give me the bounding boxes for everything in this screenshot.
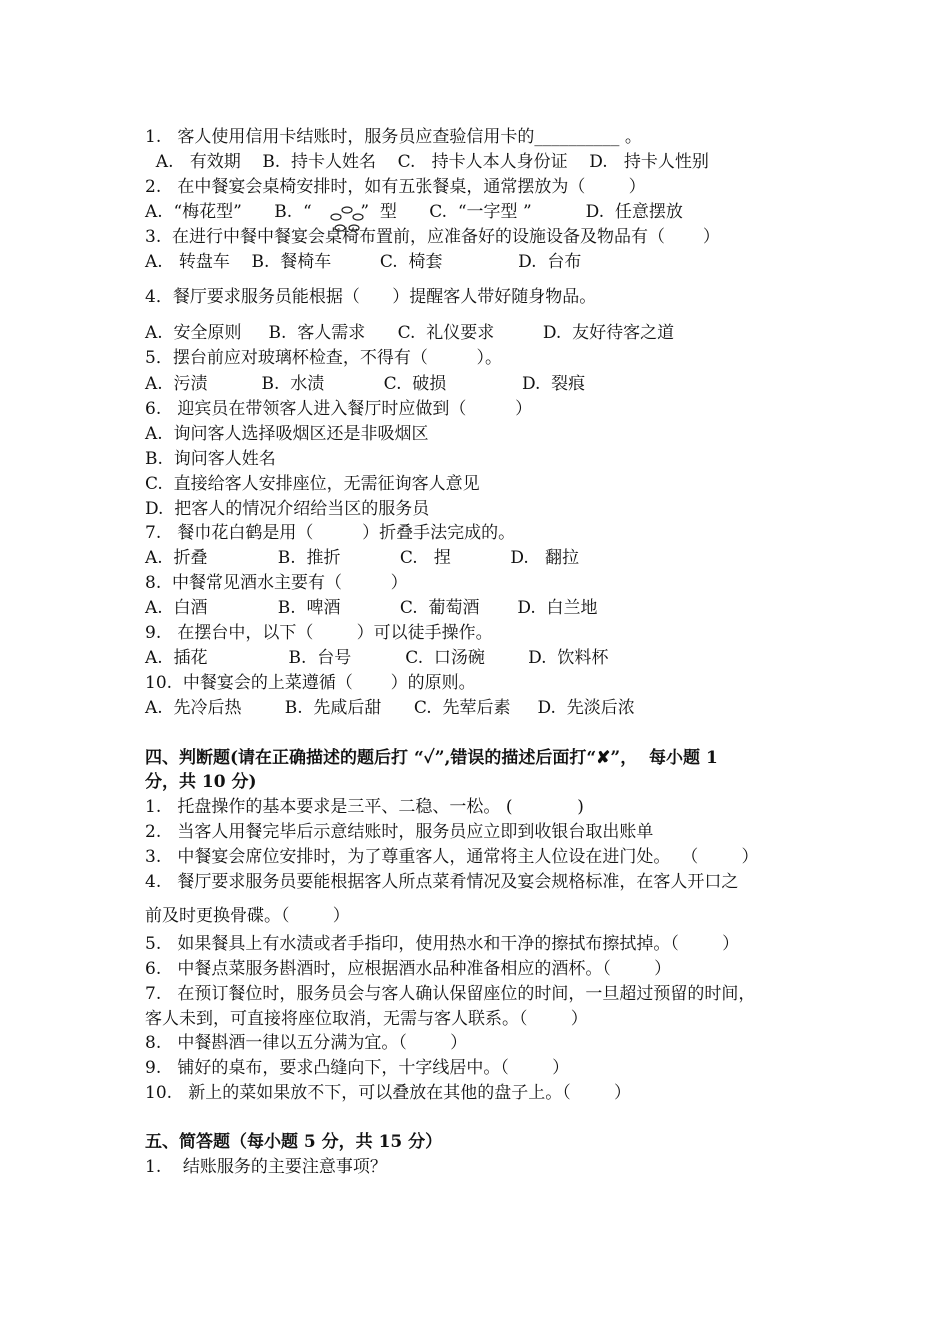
tf7-text: 7. 在预订餐位时，服务员会与客人确认保留座位的时间，一旦超过预留的时间， — [145, 984, 756, 1004]
q6-option-b: B. 询问客人姓名 — [145, 449, 276, 469]
q10-options: A. 先冷后热 B. 先咸后甜 C. 先荤后素 D. 先淡后浓 — [145, 698, 635, 718]
section4-heading: 四、判断题(请在正确描述的题后打 “✓”,错误的描述后面打“✘”， 每小题 1 — [145, 748, 718, 768]
q9-text: 9. 在摆台中，以下（ ）可以徒手操作。 — [145, 623, 493, 643]
tf1-text: 1. 托盘操作的基本要求是三平、二稳、一松。 ( ) — [145, 797, 584, 817]
tf3-text: 3. 中餐宴会席位安排时，为了尊重客人，通常将主人位设在进门处。 （ ） — [145, 847, 759, 867]
q8-options: A. 白酒 B. 啤酒 C. 葡萄酒 D. 白兰地 — [145, 598, 598, 618]
q5-text: 5．摆台前应对玻璃杯检查，不得有（ ）。 — [145, 348, 502, 368]
section5-heading: 五、简答题（每小题 5 分，共 15 分） — [145, 1132, 443, 1152]
tf2-text: 2. 当客人用餐完毕后示意结账时，服务员应立即到收银台取出账单 — [145, 822, 654, 842]
q7-text: 7. 餐巾花白鹤是用（ ）折叠手法完成的。 — [145, 523, 516, 543]
q3-text: 3. 在进行中餐中餐宴会桌椅布置前，应准备好的设施设备及物品有（ ） — [145, 227, 720, 247]
tf5-text: 5. 如果餐具上有水渍或者手指印，使用热水和干净的擦拭布擦拭掉。（ ） — [145, 934, 740, 954]
section4-heading-cont: 分，共 10 分) — [145, 772, 257, 792]
q6-option-c: C. 直接给客人安排座位，无需征询客人意见 — [145, 474, 480, 494]
q10-text: 10. 中餐宴会的上菜遵循（ ）的原则。 — [145, 673, 476, 693]
q4-options: A. 安全原则 B. 客人需求 C. 礼仪要求 D. 友好待客之道 — [145, 323, 675, 343]
q1-text: 1. 客人使用信用卡结账时，服务员应查验信用卡的__________ 。 — [145, 127, 642, 147]
q5-options: A. 污渍 B. 水渍 C. 破损 D. 裂痕 — [145, 374, 586, 394]
q2-text: 2. 在中餐宴会桌椅安排时，如有五张餐桌，通常摆放为（ ） — [145, 177, 646, 197]
tf8-text: 8. 中餐斟酒一律以五分满为宜。（ ） — [145, 1033, 468, 1053]
q8-text: 8. 中餐常见酒水主要有（ ） — [145, 573, 408, 593]
q9-options: A. 插花 B. 台号 C. 口汤碗 D. 饮料杯 — [145, 648, 609, 668]
q6-option-a: A. 询问客人选择吸烟区还是非吸烟区 — [145, 424, 429, 444]
q4-text: 4．餐厅要求服务员能根据（ ）提醒客人带好随身物品。 — [145, 287, 597, 307]
tf4-text: 4. 餐厅要求服务员要能根据客人所点菜肴情况及宴会规格标准，在客人开口之 — [145, 872, 739, 892]
tf7-text-cont: 客人未到，可直接将座位取消，无需与客人联系。（ ） — [145, 1009, 588, 1029]
q7-options: A. 折叠 B. 推折 C. 捏 D. 翻拉 — [145, 548, 579, 568]
tf10-text: 10. 新上的菜如果放不下，可以叠放在其他的盘子上。（ ） — [145, 1083, 631, 1103]
q2-options: A. “梅花型” B. “ ” 型 C. “一字型 ” D. 任意摆放 — [145, 202, 683, 222]
q6-text: 6. 迎宾员在带领客人进入餐厅时应做到（ ） — [145, 399, 533, 419]
q1-options: A. 有效期 B. 持卡人姓名 C. 持卡人本人身份证 D. 持卡人性别 — [145, 152, 709, 172]
tf4-text-cont: 前及时更换骨碟。（ ） — [145, 906, 350, 926]
tf6-text: 6. 中餐点菜服务斟酒时，应根据酒水品种准备相应的酒杯。（ ） — [145, 959, 672, 979]
tf9-text: 9. 铺好的桌布，要求凸缝向下，十字线居中。（ ） — [145, 1058, 570, 1078]
sa1-text: 1. 结账服务的主要注意事项？ — [145, 1157, 387, 1177]
q3-options: A. 转盘车 B. 餐椅车 C. 椅套 D. 台布 — [145, 252, 582, 272]
q6-option-d: D. 把客人的情况介绍给当区的服务员 — [145, 499, 430, 519]
